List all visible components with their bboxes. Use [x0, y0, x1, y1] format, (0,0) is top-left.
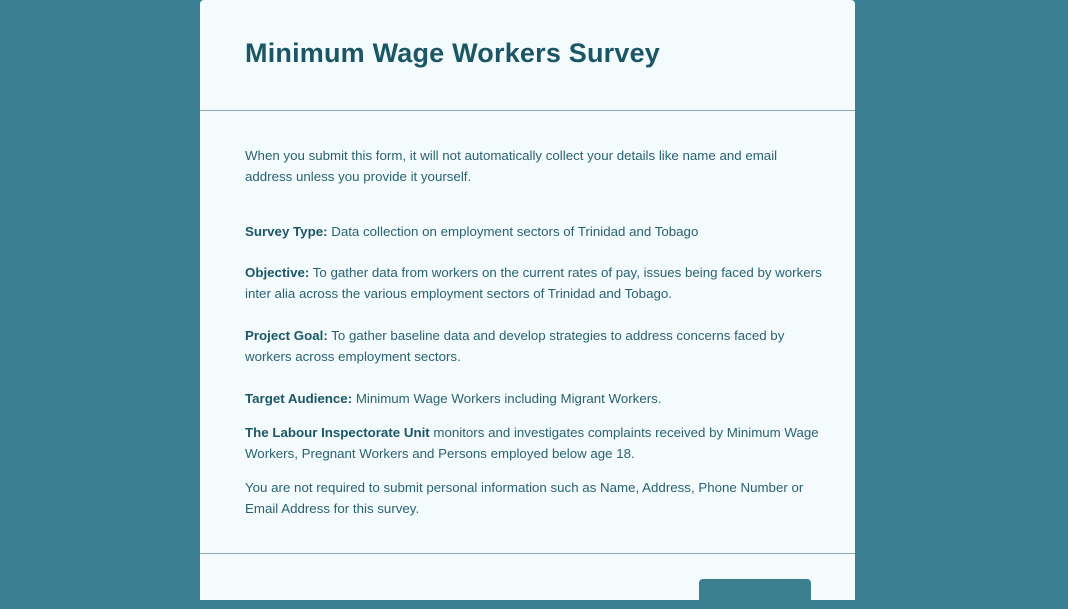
project-goal: [245, 325, 825, 367]
intro-text: When you submit this form, it will not automatically collect your details like name and email address unless you provide it yourself.: [245, 148, 778, 184]
labour-unit-text: monitors and investigates complaints received by Minimum Wage Workers, Pregnant Workers and Persons employed below age 18.: [245, 425, 819, 461]
page-title: Minimum Wage Workers Survey: [245, 38, 661, 68]
survey-description: [245, 145, 825, 519]
objective-label: Objective:: [245, 265, 310, 280]
labour-unit-label: The Labour Inspectorate Unit: [245, 425, 430, 440]
target-audience: [245, 388, 825, 409]
header-divider: [200, 110, 855, 111]
objective-text: To gather data from workers on the current rates of pay, issues being faced by workers inter alia across the various employment sectors of Trinidad and Tobago.: [245, 265, 822, 301]
survey-type: [245, 221, 825, 242]
target-audience-text: Minimum Wage Workers including Migrant Workers.: [352, 391, 662, 406]
objective: [245, 262, 825, 304]
survey-type-label: Survey Type:: [245, 224, 328, 239]
target-audience-label: Target Audience:: [245, 391, 353, 406]
survey-type-text: Data collection on employment sectors of Trinidad and Tobago: [327, 224, 699, 239]
project-goal-text: To gather baseline data and develop strategies to address concerns faced by workers across employment sectors.: [245, 328, 785, 364]
project-goal-label: Project Goal:: [245, 328, 328, 343]
labour-unit: [245, 422, 825, 464]
survey-card: [200, 0, 855, 600]
next-button[interactable]: [699, 579, 811, 609]
footer-divider: [200, 553, 855, 554]
privacy-note: You are not required to submit personal information such as Name, Address, Phone Number or Email Address for this survey.: [245, 480, 804, 516]
